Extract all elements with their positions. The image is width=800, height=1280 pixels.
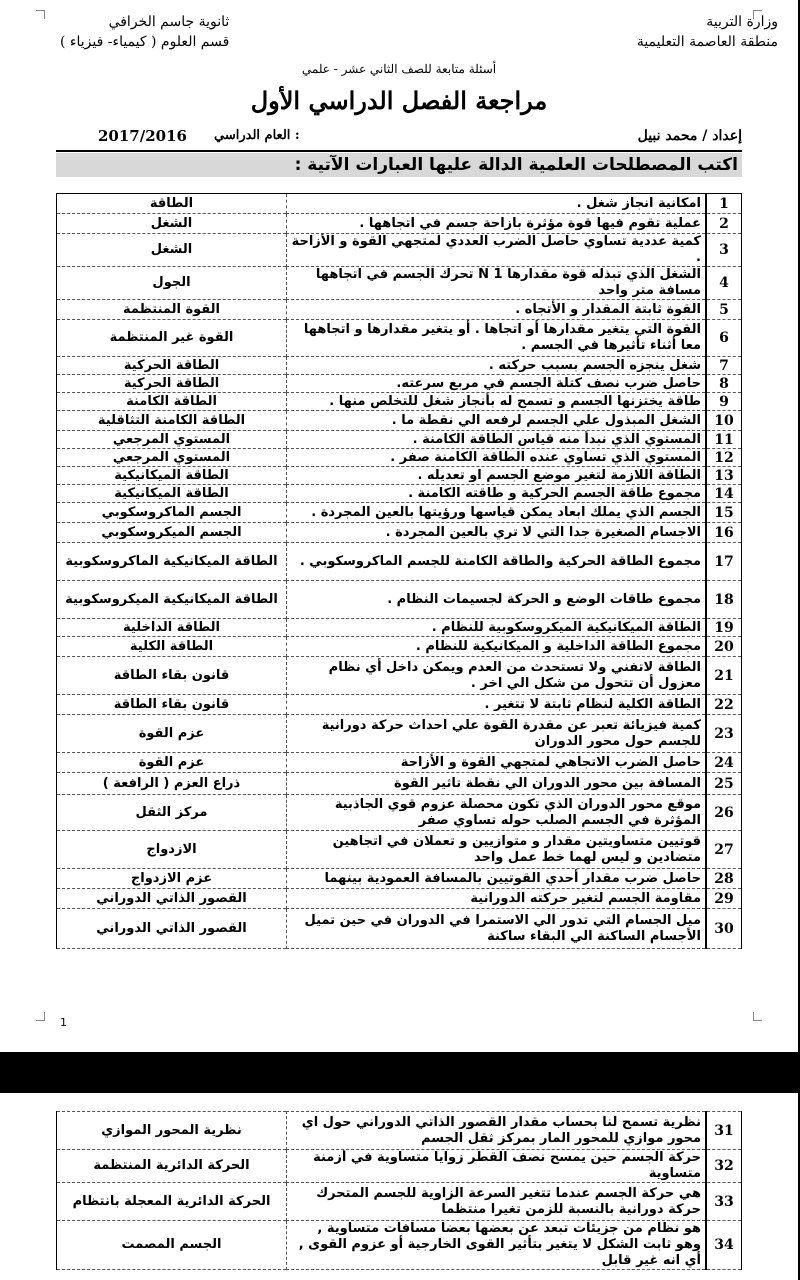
row-number: 4 — [706, 267, 742, 300]
crop-mark — [753, 1012, 762, 1021]
table-row — [57, 375, 742, 393]
answer-term: الطاقة — [57, 194, 287, 214]
row-number: 25 — [706, 773, 742, 795]
school-name: ثانوية جاسم الخرافي — [108, 14, 230, 30]
answer-term: الجسم المصمت — [57, 1221, 287, 1270]
answer-term: الحركة الدائرية المنتظمة — [57, 1150, 287, 1183]
table-row — [57, 449, 742, 467]
answer-term: الجسم الماكروسكوبي — [57, 503, 287, 523]
table-row — [57, 657, 742, 695]
question-text: المستوي الذي نبدأ منه قياس الطاقة الكامنة . — [287, 431, 707, 449]
answer-term: الطاقة الحركية — [57, 375, 287, 393]
row-number: 9 — [706, 393, 742, 411]
question-text: الطاقة اللازمة لتغير موضع الجسم او تعديله . — [287, 467, 707, 485]
table-row — [57, 467, 742, 485]
table-row — [57, 753, 742, 773]
instruction-banner: اكتب المصطلحات العلمية الدالة عليها العبارات الآتية : — [56, 153, 742, 177]
question-text: امكانية انجاز شغل . — [287, 194, 707, 214]
row-number: 11 — [706, 431, 742, 449]
header-right — [637, 12, 778, 52]
table-row — [57, 831, 742, 869]
answer-term: الشغل — [57, 234, 287, 267]
table-row — [57, 485, 742, 503]
ministry-name: وزارة التربية — [706, 14, 778, 30]
row-number: 8 — [706, 375, 742, 393]
answer-term: القصور الذاتي الدوراني — [57, 909, 287, 949]
subtitle: أسئلة متابعة للصف الثاني عشر - علمي — [301, 62, 497, 76]
question-text: القوة ثابتة المقدار و الأتجاه . — [287, 300, 707, 320]
question-text: موقع محور الدوران الذي تكون محصلة عزوم قوي الجاذبية المؤثرة في الجسم الصلب حوله تساوي صفر — [287, 795, 707, 831]
row-number: 31 — [706, 1112, 742, 1150]
row-number: 20 — [706, 637, 742, 657]
answer-term: الطاقة الداخلية — [57, 619, 287, 637]
question-text: كمية عددية تساوي حاصل الضرب العددي لمتجهي القوة و الأزاحة . — [287, 234, 707, 267]
table-row — [57, 194, 742, 214]
table-row — [57, 1112, 742, 1150]
table-row — [57, 431, 742, 449]
table-row — [57, 909, 742, 949]
table-row — [57, 543, 742, 581]
table-row — [57, 1150, 742, 1183]
table-row — [57, 581, 742, 619]
district-name: منطقة العاصمة التعليمية — [636, 34, 778, 50]
row-number: 14 — [706, 485, 742, 503]
terms-table-continued — [56, 1111, 742, 1270]
row-number: 12 — [706, 449, 742, 467]
question-text: الاجسام الصغيرة جدا التي لا تري بالعين المجردة . — [287, 523, 707, 543]
table-row — [57, 619, 742, 637]
answer-term: الطاقة الميكانيكية الميكروسكوبية — [57, 581, 287, 619]
answer-term: الحركة الدائرية المعجلة بانتظام — [57, 1183, 287, 1221]
row-number: 30 — [706, 909, 742, 949]
question-text: الطاقة الميكانيكية الميكروسكوبية للنظام . — [287, 619, 707, 637]
answer-term: عزم القوة — [57, 753, 287, 773]
row-number: 15 — [706, 503, 742, 523]
question-text: الشغل الذي تبذله قوة مقدارها N 1 تحرك الجسم في اتجاهها مسافة متر واحد — [287, 267, 707, 300]
table-row — [57, 300, 742, 320]
question-text: مجموع الطاقة الداخلية و الميكانيكية للنظام . — [287, 637, 707, 657]
table-row — [57, 234, 742, 267]
question-text: المستوي الذي تساوي عنده الطاقة الكامنة صفر . — [287, 449, 707, 467]
row-number: 29 — [706, 889, 742, 909]
question-text: الطاقة لاتفني ولا تستحدث من العدم ويمكن داخل أي نظام معزول أن تتحول من شكل الي اخر . — [287, 657, 707, 695]
row-number: 17 — [706, 543, 742, 581]
question-text: ميل الجسام التي تدور الي الاستمرا في الدوران في حين تميل الأجسام الساكنة الي البقاء ساكنة — [287, 909, 707, 949]
question-text: كمية فيزيائة تعبر عن مقدرة القوة علي احداث حركة دورانية للجسم حول محور الدوران — [287, 715, 707, 753]
question-text: المسافة بين محور الدوران الي نقطة تاثير القوة — [287, 773, 707, 795]
answer-term: مركز الثقل — [57, 795, 287, 831]
answer-term: المستوي المرجعي — [57, 431, 287, 449]
answer-term: القصور الذاتي الدوراني — [57, 889, 287, 909]
table-row — [57, 795, 742, 831]
row-number: 33 — [706, 1183, 742, 1221]
row-number: 22 — [706, 695, 742, 715]
answer-term: الطاقة الحركية — [57, 357, 287, 375]
answer-term: الطاقة الميكانيكية — [57, 467, 287, 485]
table-row — [57, 267, 742, 300]
question-text: طاقة يختزنها الجسم و تسمح له بأنجاز شغل للتخلص منها . — [287, 393, 707, 411]
answer-term: نظرية المحور الموازي — [57, 1112, 287, 1150]
header-left — [60, 12, 229, 52]
question-text: عملية تقوم فيها قوة مؤثرة بازاحة جسم في اتجاهها . — [287, 214, 707, 234]
row-number: 3 — [706, 234, 742, 267]
row-number: 10 — [706, 411, 742, 431]
question-text: هي حركة الجسم عندما تتغير السرعة الزاوية للجسم المتحرك حركة دورانية بالنسبة للزمن تغيرا منتظما — [287, 1183, 707, 1221]
question-text: شغل ينجزه الجسم بسبب حركته . — [287, 357, 707, 375]
answer-term: عزم الازدواج — [57, 869, 287, 889]
department-name: قسم العلوم ( كيمياء- فيزياء ) — [60, 34, 230, 50]
row-number: 28 — [706, 869, 742, 889]
question-text: نظرية تسمح لنا بحساب مقدار القصور الذاتي الدوراني حول اي محور موازي للمحور المار بمركز ثقل الجسم — [287, 1112, 707, 1150]
answer-term: الطاقة الكامنة التثاقلية — [57, 411, 287, 431]
row-number: 5 — [706, 300, 742, 320]
table-row — [57, 1221, 742, 1270]
question-text: حاصل الضرب الاتجاهي لمتجهي القوة و الأزاحة — [287, 753, 707, 773]
answer-term: عزم القوة — [57, 715, 287, 753]
row-number: 24 — [706, 753, 742, 773]
answer-term: قانون بقاء الطاقة — [57, 657, 287, 695]
question-text: الجسم الذي يملك ابعاد يمكن قياسها ورؤيتها بالعين المجردة . — [287, 503, 707, 523]
page-number: 1 — [60, 1016, 67, 1029]
answer-term: قانون بقاء الطاقة — [57, 695, 287, 715]
question-text: القوة التي يتغير مقدارها أو اتجاها . أو يتغير مقدارها و اتجاهها معا أثناء تأثيرها في الجسم . — [287, 320, 707, 357]
answer-term: القوة غير المنتظمة — [57, 320, 287, 357]
answer-term: الازدواج — [57, 831, 287, 869]
table-row — [57, 869, 742, 889]
document-page-2 — [0, 1093, 798, 1280]
table-row — [57, 637, 742, 657]
table-row — [57, 393, 742, 411]
question-text: حاصل ضرب نصف كتلة الجسم في مربع سرعته. — [287, 375, 707, 393]
question-text: هو نظام من جزيئات تبعد عن بعضها بعضا مسافات متساوية , وهو ثابت الشكل لا يتغير بتأثير القوى الخارجية أو عزوم القوى , أي انه غير قابل — [287, 1221, 707, 1270]
academic-year: 2017/2016 — [98, 127, 187, 145]
answer-term: الجسم الميكروسكوبي — [57, 523, 287, 543]
table-row — [57, 357, 742, 375]
question-text: حركة الجسم حين يمسح نصف القطر زوايا متساوية في أزمنة متساوية — [287, 1150, 707, 1183]
table-row — [57, 773, 742, 795]
answer-term: ذراع العزم ( الرافعة ) — [57, 773, 287, 795]
answer-term: المستوي المرجعي — [57, 449, 287, 467]
table-row — [57, 503, 742, 523]
table-row — [57, 523, 742, 543]
question-text: مجموع طاقات الوضع و الحركة لجسيمات النظام . — [287, 581, 707, 619]
row-number: 21 — [706, 657, 742, 695]
row-number: 23 — [706, 715, 742, 753]
divider — [56, 150, 742, 152]
crop-mark — [36, 10, 45, 19]
row-number: 2 — [706, 214, 742, 234]
row-number: 19 — [706, 619, 742, 637]
table-row — [57, 889, 742, 909]
row-number: 1 — [706, 194, 742, 214]
table-row — [57, 715, 742, 753]
crop-mark — [36, 1012, 45, 1021]
row-number: 16 — [706, 523, 742, 543]
question-text: مجموع الطاقة الحركية والطاقة الكامنة للجسم الماكروسكوبي . — [287, 543, 707, 581]
question-text: مجموع طاقة الجسم الحركية و طاقته الكامنة . — [287, 485, 707, 503]
terms-table — [56, 193, 742, 949]
answer-term: الطاقة الكامنة — [57, 393, 287, 411]
question-text: حاصل ضرب مقدار أحدي القوتيين بالمسافة العمودية بينهما — [287, 869, 707, 889]
question-text: الشغل المبذول علي الجسم لرفعه الي نقطة ما . — [287, 411, 707, 431]
prepared-by: إعداد / محمد نبيل — [637, 128, 742, 144]
question-text: الطاقة الكلية لنظام ثابتة لا تتغير . — [287, 695, 707, 715]
answer-term: الجول — [57, 267, 287, 300]
answer-term: الطاقة الميكانيكية الماكروسكوبية — [57, 543, 287, 581]
row-number: 34 — [706, 1221, 742, 1270]
row-number: 13 — [706, 467, 742, 485]
table-row — [57, 695, 742, 715]
row-number: 32 — [706, 1150, 742, 1183]
row-number: 18 — [706, 581, 742, 619]
table-row — [57, 411, 742, 431]
table-row — [57, 1183, 742, 1221]
year-label: العام الدراسي : — [214, 128, 300, 143]
answer-term: الشغل — [57, 214, 287, 234]
page-title: مراجعة الفصل الدراسي الأول — [250, 86, 548, 115]
row-number: 7 — [706, 357, 742, 375]
row-number: 6 — [706, 320, 742, 357]
row-number: 26 — [706, 795, 742, 831]
table-row — [57, 320, 742, 357]
question-text: قوتيين متساويتين مقدار و متوازيين و تعملان في اتجاهين متضادين و ليس لهما خط عمل واحد — [287, 831, 707, 869]
row-number: 27 — [706, 831, 742, 869]
answer-term: القوة المنتظمة — [57, 300, 287, 320]
table-row — [57, 214, 742, 234]
answer-term: الطاقة الكلية — [57, 637, 287, 657]
question-text: مقاومة الجسم لتغير حركته الدورانية — [287, 889, 707, 909]
answer-term: الطاقة الميكانيكية — [57, 485, 287, 503]
